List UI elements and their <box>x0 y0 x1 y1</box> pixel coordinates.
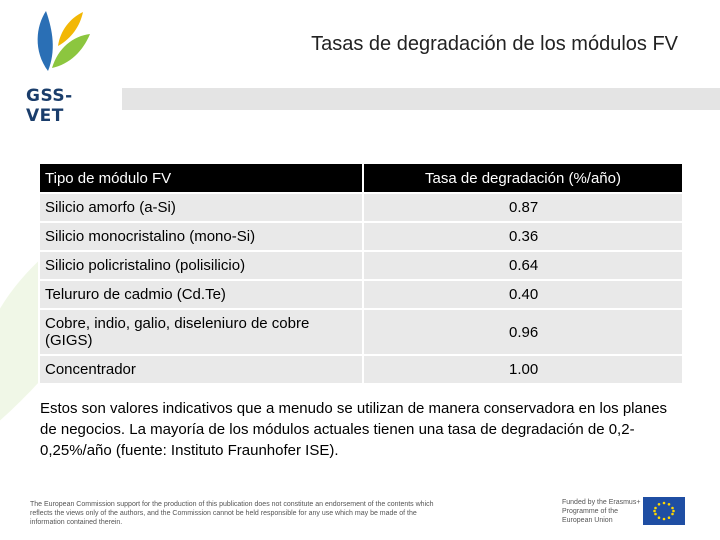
column-header-degradation-rate: Tasa de degradación (%/año) <box>363 163 683 193</box>
module-type-cell: Silicio policristalino (polisilicio) <box>39 251 363 280</box>
module-type-cell: Silicio amorfo (a-Si) <box>39 193 363 222</box>
degradation-rates-table <box>38 162 684 385</box>
slide-title: Tasas de degradación de los módulos FV <box>311 33 678 55</box>
header-gray-bar <box>122 88 720 110</box>
table-row <box>39 280 683 309</box>
table-row <box>39 222 683 251</box>
explanatory-note: Estos son valores indicativos que a menudo se utilizan de manera conservadora en los planes de negocios. La mayoría de los módulos actuales tienen una tasa de degradación de 0,2-0,25%/año (fuente: Instituto Fraunhofer ISE). <box>40 400 668 459</box>
module-type-cell: Cobre, indio, galio, diseleniuro de cobre (GIGS) <box>39 309 363 355</box>
column-header-module-type: Tipo de módulo FV <box>39 163 363 193</box>
rate-cell: 0.87 <box>363 193 683 222</box>
logo-text: GSS-VET <box>26 86 73 126</box>
table-row <box>39 309 683 355</box>
table-row <box>39 193 683 222</box>
table-header-row <box>39 163 683 193</box>
module-type-cell: Silicio monocristalino (mono-Si) <box>39 222 363 251</box>
rate-cell: 1.00 <box>363 355 683 384</box>
module-type-cell: Concentrador <box>39 355 363 384</box>
header <box>0 0 720 126</box>
gss-vet-logo <box>22 6 102 126</box>
rate-cell: 0.96 <box>363 309 683 355</box>
rate-cell: 0.40 <box>363 280 683 309</box>
rate-cell: 0.36 <box>363 222 683 251</box>
funded-by-text: Funded by the Erasmus+ Programme of the European Union <box>562 499 641 524</box>
logo-leaves-icon <box>28 6 98 76</box>
table-row <box>39 251 683 280</box>
eu-flag-icon <box>643 497 685 525</box>
eu-disclaimer-text: The European Commission support for the production of this publication does not constitute an endorsement of the contents which reflects the views only of the authors, and the Commission cannot be held responsible for any use which may be made of the information contained therein. <box>30 501 434 526</box>
rate-cell: 0.64 <box>363 251 683 280</box>
module-type-cell: Telururo de cadmio (Cd.Te) <box>39 280 363 309</box>
table-row <box>39 355 683 384</box>
